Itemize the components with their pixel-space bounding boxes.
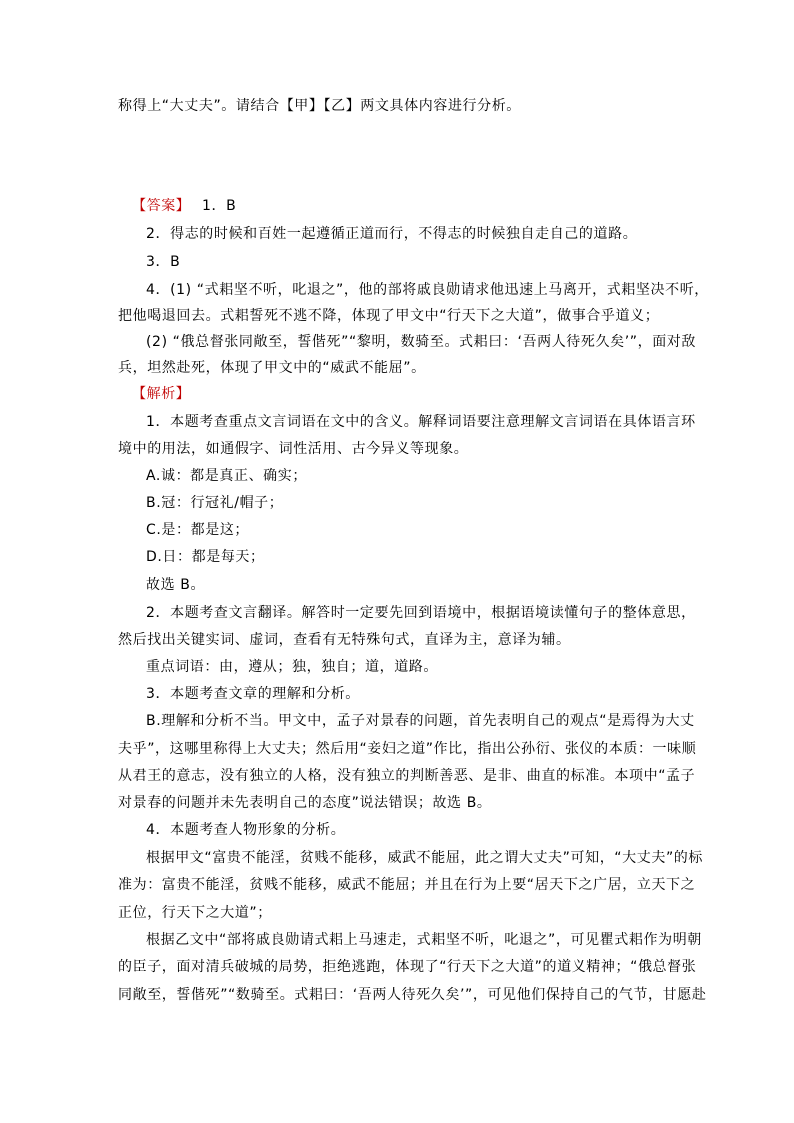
analysis-4-line-6: 的臣子，面对清兵破城的局势，拒绝逃跑，体现了“行天下之大道”的道义精神；“俄总督张 <box>118 959 697 975</box>
choose-answer: 故选 B。 <box>146 577 206 593</box>
analysis-4-line-4: 正位，行天下之大道”； <box>118 905 272 921</box>
answer-1: 1．B <box>202 198 237 214</box>
answer-label: 【答案】 <box>132 198 191 214</box>
analysis-2-line-3: 重点词语：由，遵从；独，独自；道，道路。 <box>146 659 438 675</box>
answer-2: 2．得志的时候和百姓一起遵循正道而行，不得志的时候独自走自己的道路。 <box>146 226 638 242</box>
analysis-1-line-2: 境中的用法，如通假字、词性活用、古今异义等现象。 <box>118 441 469 457</box>
analysis-label: 【解析】 <box>132 386 191 402</box>
answer-4-line-1: 4．(1) “式耜坚不听，叱退之”，他的部将戚良勋请求他迅速上马离开，式耜坚决不听， <box>146 282 709 298</box>
analysis-1-line-1: 1．本题考查重点文言词语在文中的含义。解释词语要注意理解文言词语在具体语言环 <box>146 414 696 430</box>
analysis-3-line-2: B.理解和分析不当。甲文中，孟子对景春的问题，首先表明自己的观点“是焉得为大丈 <box>146 713 695 729</box>
analysis-3-line-4: 从君王的意志，没有独立的人格，没有独立的判断善恶、是非、曲直的标准。本项中“孟子 <box>118 768 696 784</box>
analysis-3-line-1: 3．本题考查文章的理解和分析。 <box>146 686 360 702</box>
analysis-2-line-1: 2．本题考查文言翻译。解答时一定要先回到语境中，根据语境读懂句子的整体意思， <box>146 605 696 621</box>
analysis-4-line-3: 准为：富贵不能淫，贫贱不能移，威武不能屈；并且在行为上要“居天下之广居，立天下之 <box>118 877 696 893</box>
option-c: C.是：都是这； <box>146 522 250 538</box>
answer-4-line-2: 把他喝退回去。式耜誓死不逃不降，体现了甲文中“行天下之大道”，做事合乎道义； <box>118 308 660 324</box>
answer-4-line-4: 兵，坦然赴死，体现了甲文中的“威武不能屈”。 <box>118 360 426 376</box>
question-tail: 称得上“大丈夫”。请结合【甲】【乙】两文具体内容进行分析。 <box>118 98 521 114</box>
option-b: B.冠：行冠礼/帽子； <box>146 495 284 511</box>
analysis-3-line-3: 夫乎”，这哪里称得上大丈夫；然后用“妾妇之道”作比，指出公孙衍、张仪的本质：一味顺 <box>118 741 697 757</box>
analysis-4-line-2: 根据甲文“富贵不能淫，贫贱不能移，威武不能屈，此之谓大丈夫”可知，“大丈夫”的标 <box>146 850 704 866</box>
analysis-4-line-1: 4．本题考查人物形象的分析。 <box>146 822 346 838</box>
option-a: A.诚：都是真正、确实； <box>146 468 307 484</box>
analysis-2-line-2: 然后找出关键实词、虚词，查看有无特殊句式，直译为主，意译为辅。 <box>118 632 571 648</box>
answer-4-line-3: (2) “俄总督张同敞至，誓偕死”“黎明，数骑至。式耜曰：‘吾两人待死久矣’”，面对敌 <box>146 334 696 350</box>
analysis-4-line-5: 根据乙文中“部将戚良勋请式耜上马速走，式耜坚不听，叱退之”，可见瞿式耜作为明朝 <box>146 932 702 948</box>
option-d: D.日：都是每天； <box>146 549 265 565</box>
analysis-3-line-5: 对景春的问题并未先表明自己的态度”说法错误；故选 B。 <box>118 795 492 811</box>
analysis-4-line-7: 同敞至，誓偕死”“数骑至。式耜曰：‘吾两人待死久矣’”，可见他们保持自己的气节，甘愿赴 <box>118 987 707 1003</box>
answer-3: 3．B <box>146 254 181 270</box>
